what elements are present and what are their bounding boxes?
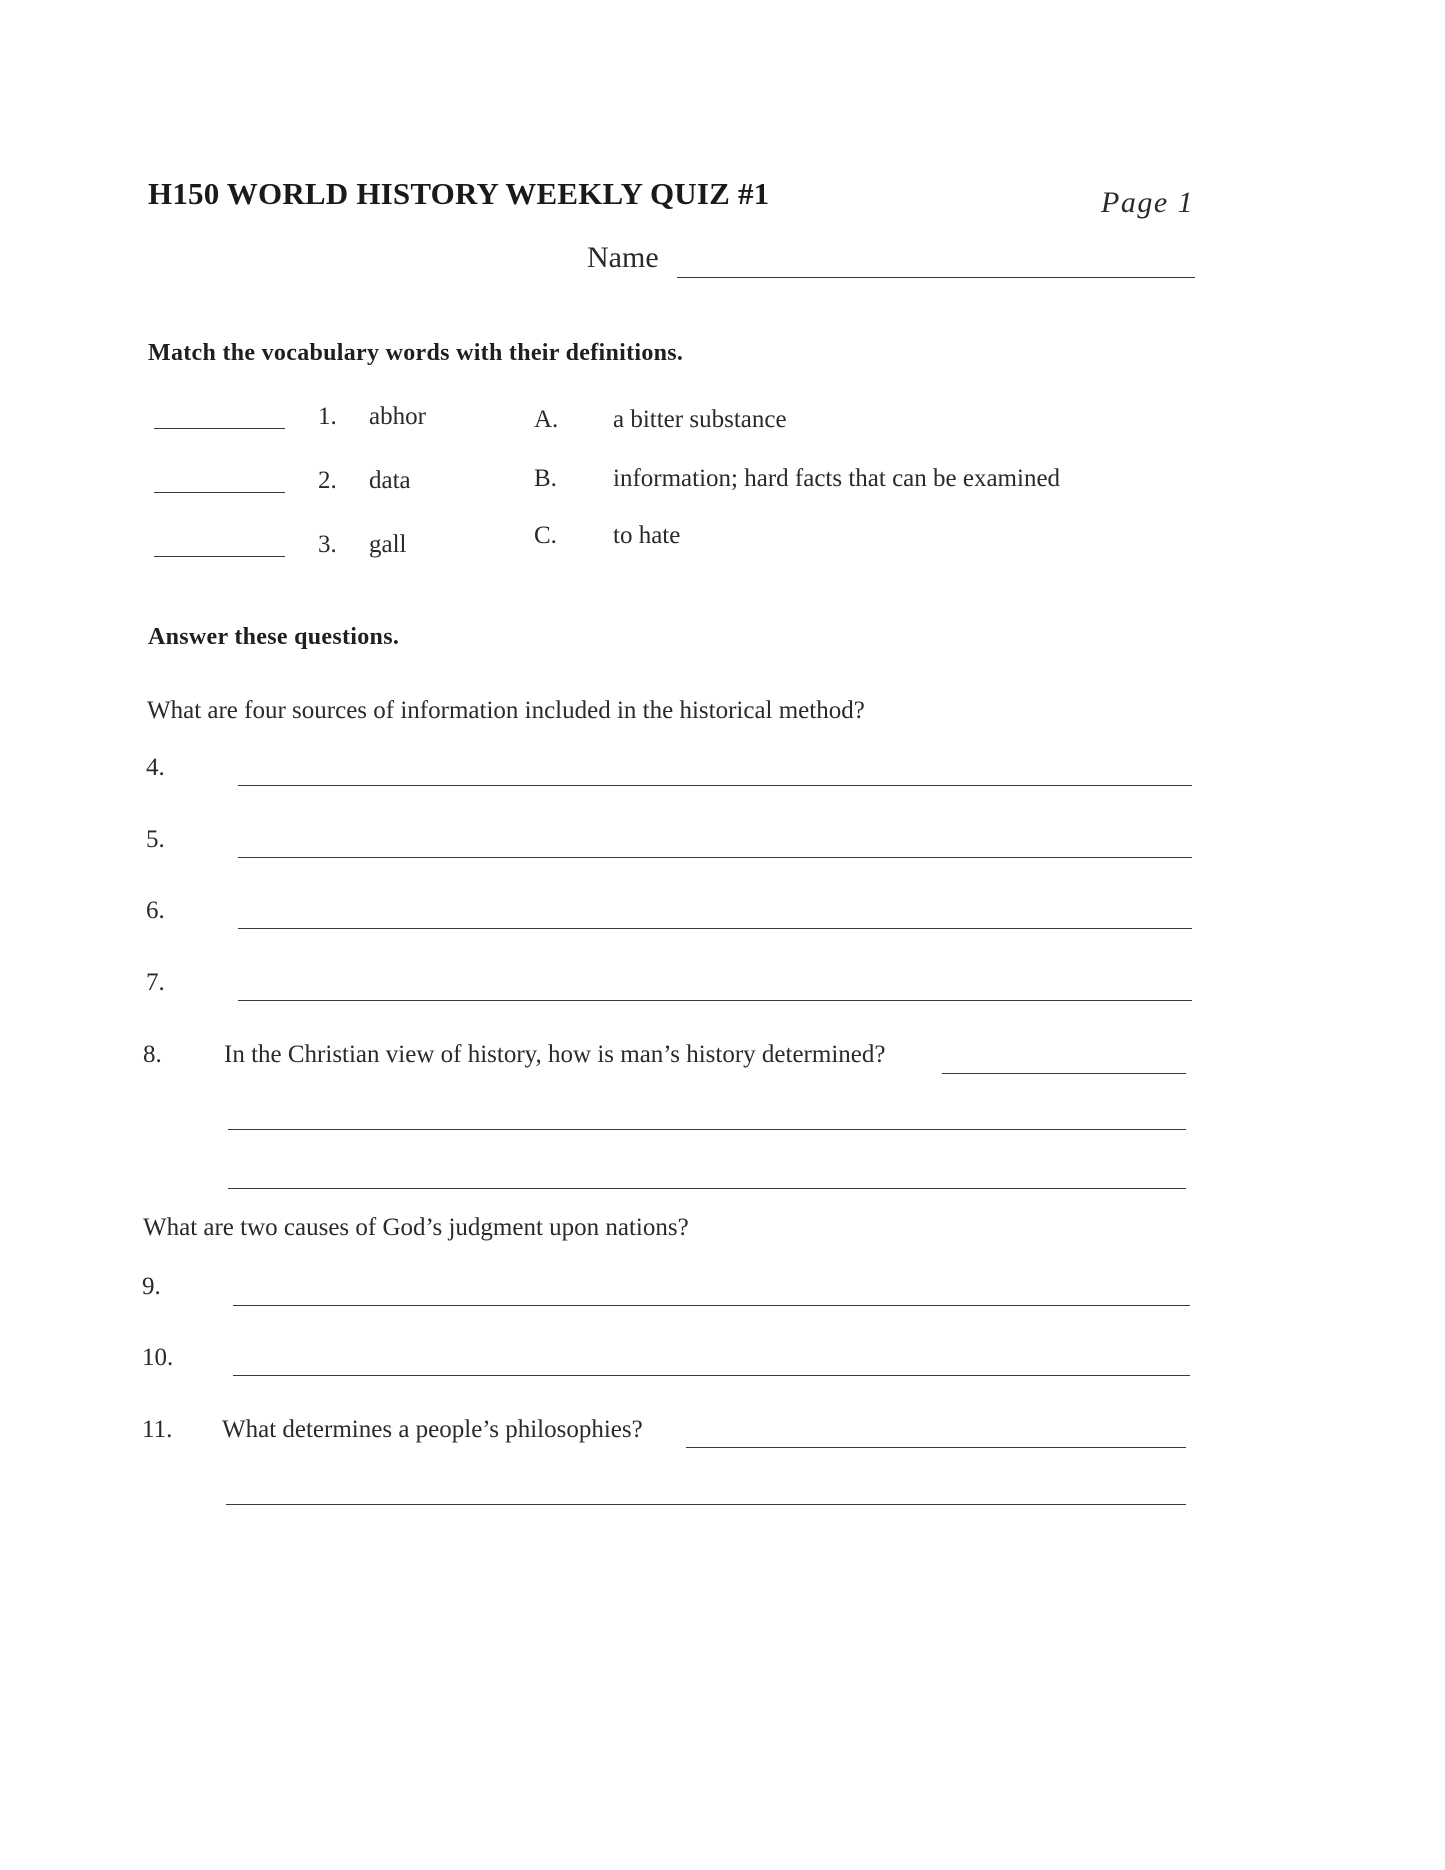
answer-line-10[interactable] [233, 1375, 1190, 1376]
matching-answer-line-2[interactable] [154, 492, 285, 493]
item-number: 2. [318, 467, 337, 494]
answer-line-8b[interactable] [228, 1129, 1186, 1130]
vocab-word: abhor [369, 403, 426, 430]
answer-line-11a[interactable] [686, 1447, 1186, 1448]
matching-answer-line-1[interactable] [154, 428, 285, 429]
question-number: 10. [142, 1344, 174, 1371]
name-answer-line[interactable] [677, 277, 1195, 278]
definition-text: information; hard facts that can be examined [613, 465, 1061, 492]
item-number: 1. [318, 403, 337, 430]
answer-line-9[interactable] [233, 1305, 1190, 1306]
definition-letter: C. [534, 522, 557, 549]
vocab-word: gall [369, 531, 407, 558]
answer-line-8c[interactable] [228, 1188, 1186, 1189]
answer-line-8a[interactable] [942, 1073, 1186, 1074]
definition-letter: B. [534, 465, 557, 492]
question-number: 4. [146, 754, 165, 781]
question-text: What determines a people’s philosophies? [222, 1416, 643, 1443]
matching-answer-line-3[interactable] [154, 556, 285, 557]
definition-text: a bitter substance [613, 406, 787, 433]
page-label: Page 1 [1101, 186, 1195, 219]
matching-instruction: Match the vocabulary words with their definitions. [148, 340, 684, 366]
definition-text: to hate [613, 522, 681, 549]
question-number: 9. [142, 1273, 161, 1300]
question-number: 11. [142, 1416, 173, 1443]
answer-line-7[interactable] [238, 1000, 1192, 1001]
group2-prompt: What are two causes of God’s judgment upon nations? [143, 1214, 689, 1241]
question-text: In the Christian view of history, how is man’s history determined? [224, 1041, 886, 1068]
answer-line-4[interactable] [238, 785, 1192, 786]
question-number: 5. [146, 826, 165, 853]
question-number: 7. [146, 969, 165, 996]
answer-line-11b[interactable] [226, 1504, 1186, 1505]
name-label: Name [587, 241, 659, 274]
group1-prompt: What are four sources of information included in the historical method? [147, 697, 865, 724]
question-number: 6. [146, 897, 165, 924]
answer-line-5[interactable] [238, 857, 1192, 858]
questions-instruction: Answer these questions. [148, 624, 400, 650]
answer-line-6[interactable] [238, 928, 1192, 929]
quiz-title: H150 WORLD HISTORY WEEKLY QUIZ #1 [148, 176, 770, 211]
definition-letter: A. [534, 406, 559, 433]
item-number: 3. [318, 531, 337, 558]
vocab-word: data [369, 467, 411, 494]
question-number: 8. [143, 1041, 162, 1068]
